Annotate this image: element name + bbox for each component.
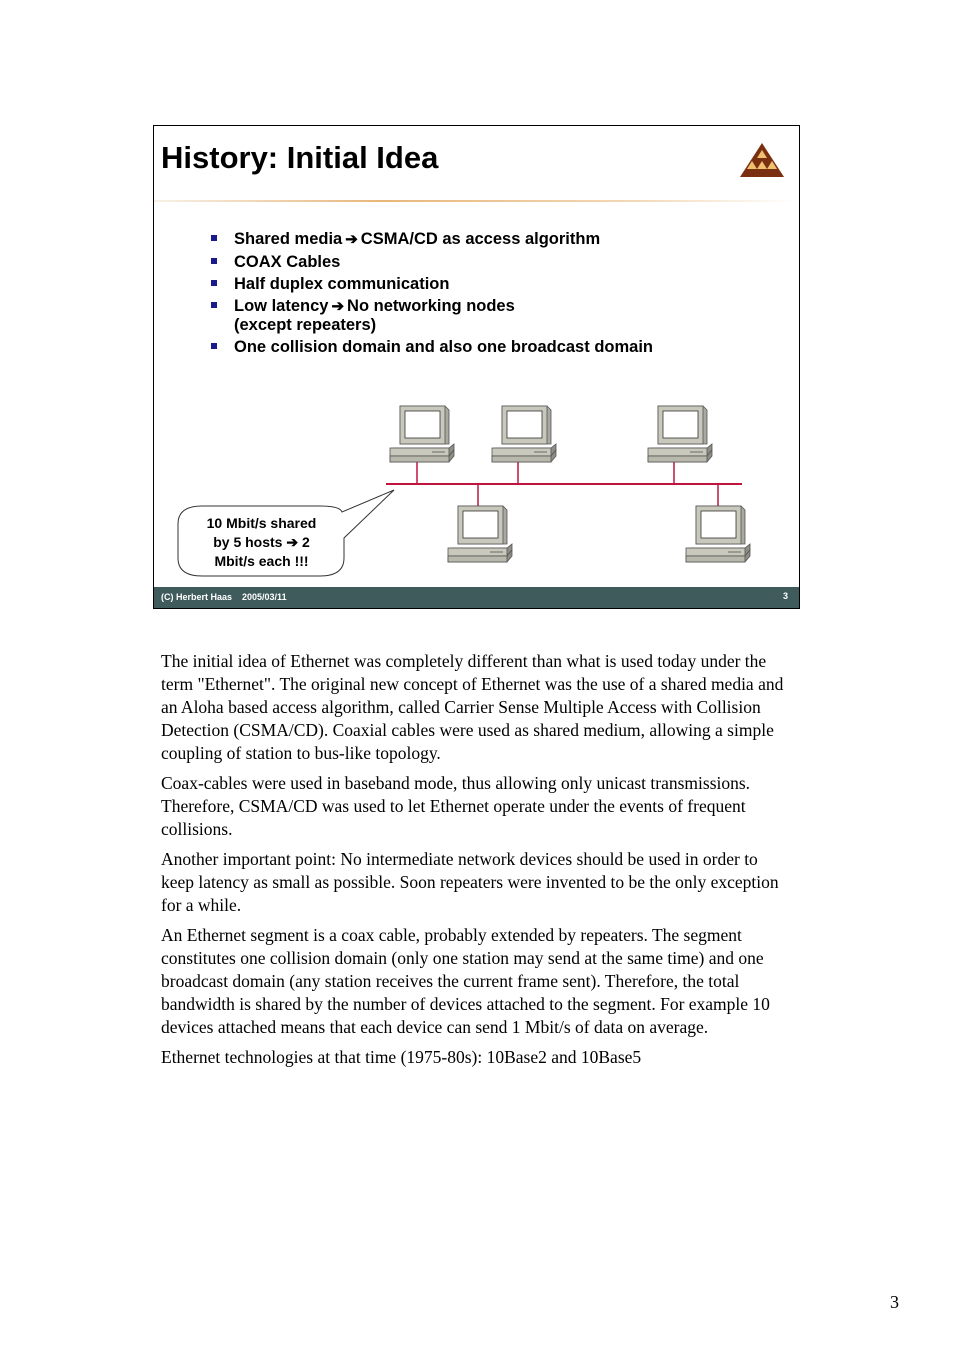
callout-text: 10 Mbit/s shared by 5 hosts ➔ 2 Mbit/s each !!! (206, 515, 317, 569)
notes-paragraph: Ethernet technologies at that time (1975-80s): 10Base2 and 10Base5 (161, 1047, 642, 1067)
host-computer-icon (686, 506, 750, 562)
right-arrow-icon: ➔ (286, 534, 299, 550)
slide-number: 3 (782, 591, 788, 601)
right-arrow-icon: ➔ (331, 298, 345, 315)
bullet-item: Half duplex communication (209, 275, 653, 293)
bullet-item: One collision domain and also one broadcast domain (209, 338, 653, 356)
host-computer-icon (448, 506, 512, 562)
host-computer-icon (648, 406, 712, 462)
notes-paragraph: The initial idea of Ethernet was completely different than what is used today under the term "Ethernet". The original new concept of Ethernet was the use of a shared media and an Aloha based access algorithm, called Carrier Sense Multiple Access with Collision Detection (CSMA/CD). Coaxial cables were used as shared medium, allowing a simple coupling of station to bus-like topology. (161, 651, 784, 763)
notes-paragraph: An Ethernet segment is a coax cable, probably extended by repeaters. The segment constitutes one collision domain (only one station may send at the same time) and one broadcast domain (any station receives the current frame sent). Therefore, the total bandwidth is shared by the number of devices attached to the segment. For example 10 devices attached means that each device can send 1 Mbit/s of data on average. (161, 925, 770, 1037)
bullet-item: Low latency ➔ No networking nodes (except repeaters) (209, 297, 653, 334)
bullet-item: COAX Cables (209, 253, 653, 271)
footer-copyright: (C) Herbert Haas 2005/03/11 (161, 592, 287, 602)
slide-title: History: Initial Idea (161, 140, 439, 175)
right-arrow-icon: ➔ (345, 231, 358, 248)
slide (153, 125, 800, 609)
slide-footer (154, 587, 799, 609)
page-number: 3 (890, 1292, 899, 1312)
notes-paragraph: Coax-cables were used in baseband mode, thus allowing only unicast transmissions. Therefore, CSMA/CD was used to let Ethernet operate under the events of frequent collisions. (161, 773, 751, 839)
notes-paragraph: Another important point: No intermediate network devices should be used in order to keep latency as small as possible. Soon repeaters were invented to be the only exception for a while. (161, 849, 779, 915)
bullet-item: Shared media ➔ CSMA/CD as access algorithm (209, 230, 653, 249)
host-computer-icon (492, 406, 556, 462)
host-computer-icon (390, 406, 454, 462)
speaker-notes (161, 650, 793, 1076)
